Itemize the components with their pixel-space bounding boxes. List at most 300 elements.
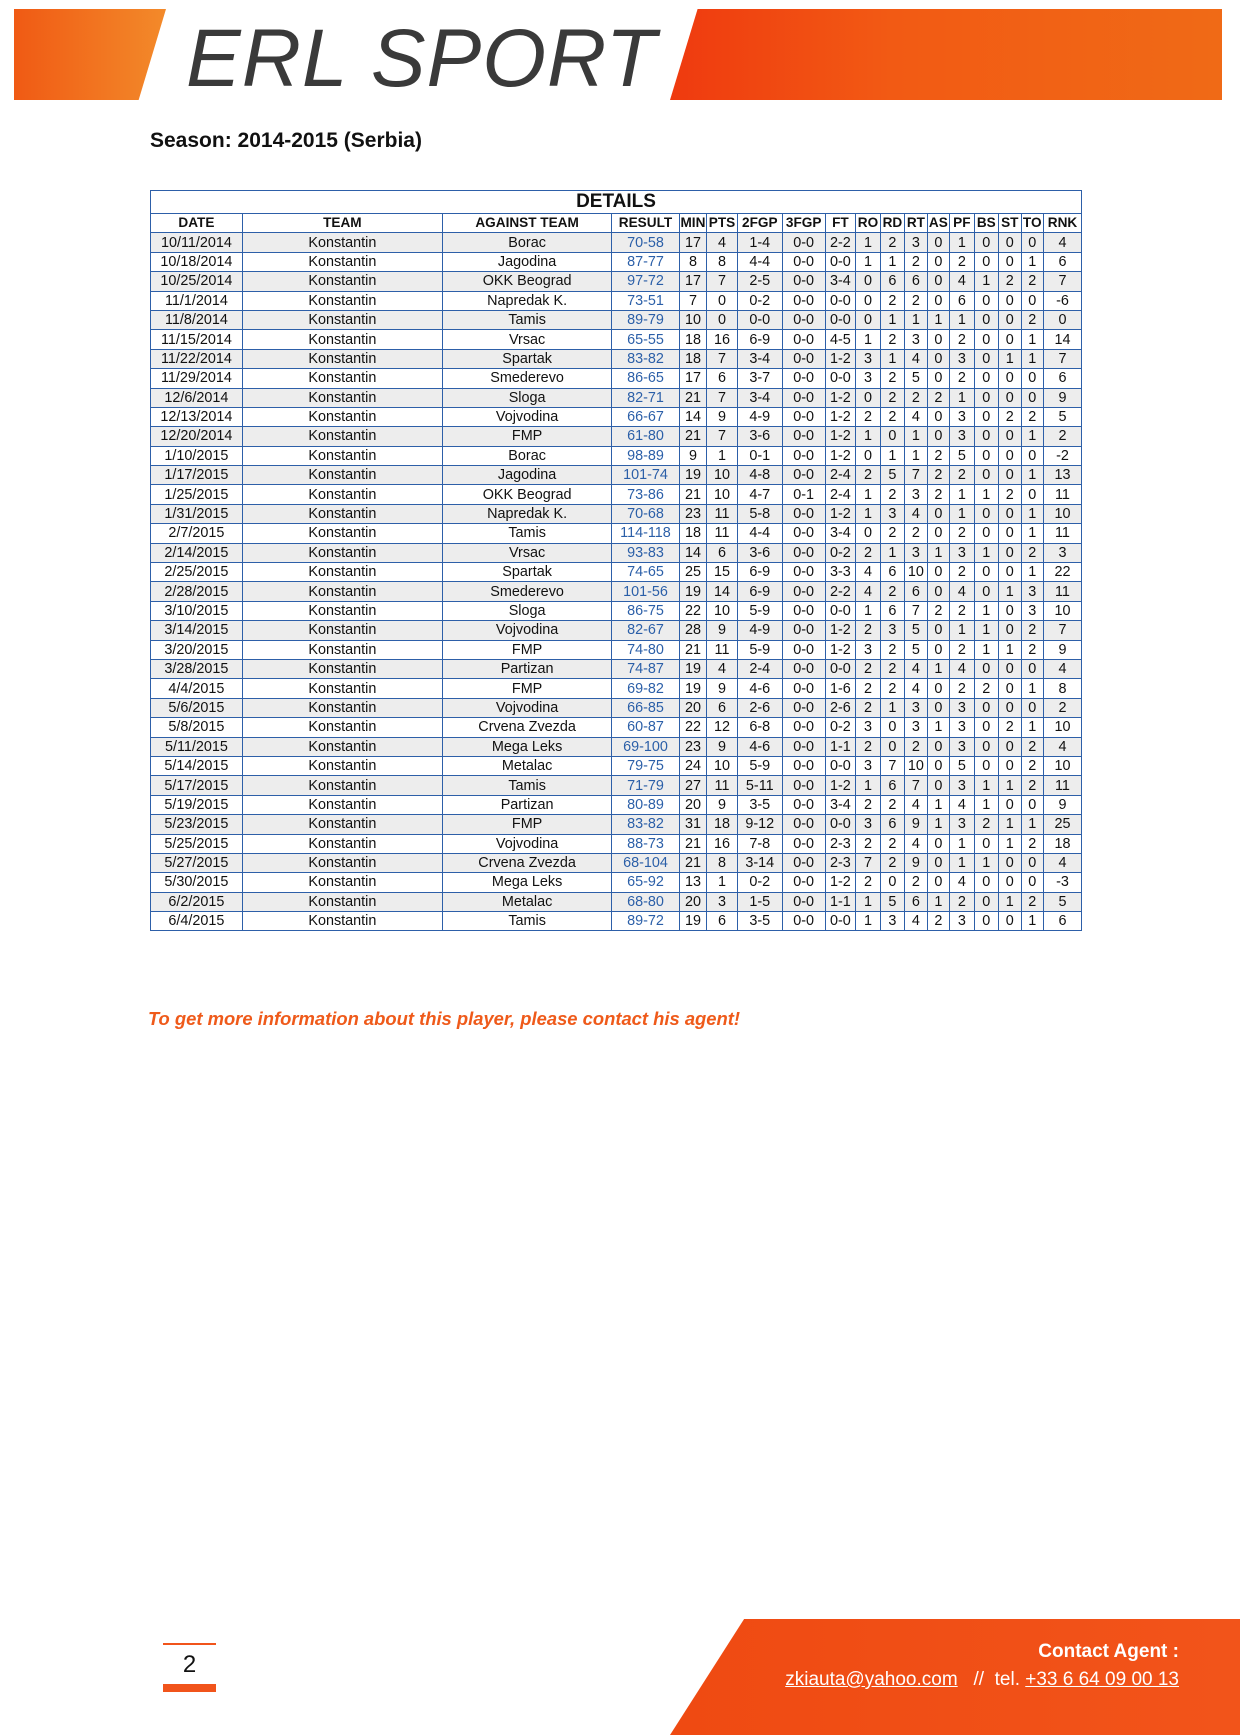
table-cell: 7 — [1043, 272, 1081, 291]
table-cell: 6-9 — [737, 330, 782, 349]
table-cell: 2 — [856, 795, 880, 814]
table-cell: 1-2 — [825, 640, 856, 659]
table-cell: 4 — [905, 504, 927, 523]
table-cell: Napredak K. — [442, 291, 611, 310]
table-cell: 0 — [974, 718, 998, 737]
table-cell: 0 — [856, 388, 880, 407]
table-cell: 0 — [999, 504, 1021, 523]
table-cell: 1 — [1021, 330, 1043, 349]
table-cell: 2 — [999, 272, 1021, 291]
table-cell: 1 — [927, 718, 949, 737]
table-cell: 2 — [905, 873, 927, 892]
table-cell: 7 — [880, 756, 904, 775]
table-cell: 18 — [679, 349, 707, 368]
table-cell: 0 — [927, 776, 949, 795]
table-cell: 66-67 — [612, 407, 679, 426]
table-cell: 7 — [1043, 349, 1081, 368]
table-cell: Konstantin — [242, 640, 442, 659]
table-cell: 2 — [1021, 834, 1043, 853]
table-cell: 18 — [679, 330, 707, 349]
table-cell: 9 — [679, 446, 707, 465]
table-cell: 4 — [905, 912, 927, 931]
table-cell: 2 — [856, 659, 880, 678]
table-cell: 7 — [707, 272, 738, 291]
table-cell: 6 — [905, 892, 927, 911]
table-cell: 2 — [856, 621, 880, 640]
table-row — [151, 834, 1082, 853]
table-cell: 0 — [999, 330, 1021, 349]
table-cell: 5 — [905, 621, 927, 640]
table-cell: 2 — [856, 407, 880, 426]
table-cell: 4 — [1043, 659, 1081, 678]
table-cell: 0-0 — [782, 756, 825, 775]
table-cell: 5 — [1043, 892, 1081, 911]
table-cell: 1 — [1021, 427, 1043, 446]
table-cell: 2 — [880, 659, 904, 678]
table-cell: 2 — [1021, 310, 1043, 329]
table-cell: 0 — [999, 756, 1021, 775]
table-cell: 2 — [856, 873, 880, 892]
table-cell: 8 — [707, 853, 738, 872]
table-cell: 3 — [950, 698, 974, 717]
table-cell: 4 — [950, 659, 974, 678]
table-cell: 20 — [679, 698, 707, 717]
table-cell: Jagodina — [442, 466, 611, 485]
table-cell: 0 — [974, 756, 998, 775]
table-cell: Konstantin — [242, 621, 442, 640]
table-cell: 10 — [707, 756, 738, 775]
table-cell: 0-0 — [782, 640, 825, 659]
table-row — [151, 582, 1082, 601]
column-header: 3FGP — [782, 214, 825, 233]
table-cell: 1 — [999, 582, 1021, 601]
table-cell: 1 — [707, 873, 738, 892]
table-cell: 5-11 — [737, 776, 782, 795]
table-cell: 0-0 — [782, 388, 825, 407]
column-header: RD — [880, 214, 904, 233]
table-cell: 2 — [1021, 272, 1043, 291]
table-cell: 10 — [1043, 601, 1081, 620]
table-cell: 3 — [950, 718, 974, 737]
table-cell: 2 — [1021, 543, 1043, 562]
table-cell: 0 — [999, 233, 1021, 252]
table-cell: 0-0 — [825, 659, 856, 678]
table-cell: Smederevo — [442, 369, 611, 388]
table-cell: 1 — [974, 272, 998, 291]
table-row — [151, 369, 1082, 388]
table-cell: 1 — [974, 795, 998, 814]
table-cell: 7 — [905, 466, 927, 485]
table-cell: 1 — [927, 795, 949, 814]
table-cell: 9 — [707, 737, 738, 756]
table-cell: 89-79 — [612, 310, 679, 329]
table-cell: 9-12 — [737, 815, 782, 834]
table-cell: 3 — [905, 485, 927, 504]
table-row — [151, 504, 1082, 523]
table-row — [151, 330, 1082, 349]
table-cell: 4 — [707, 659, 738, 678]
table-cell: 1 — [856, 252, 880, 271]
table-cell: 1 — [927, 543, 949, 562]
table-cell: 0 — [974, 873, 998, 892]
column-header: AGAINST TEAM — [442, 214, 611, 233]
table-cell: 2 — [950, 369, 974, 388]
table-cell: 82-71 — [612, 388, 679, 407]
table-cell: 21 — [679, 388, 707, 407]
table-cell: 0 — [974, 446, 998, 465]
table-title: DETAILS — [151, 191, 1082, 214]
table-row — [151, 291, 1082, 310]
table-cell: 3-7 — [737, 369, 782, 388]
table-cell: 4 — [905, 795, 927, 814]
table-cell: 2 — [880, 407, 904, 426]
table-cell: 1 — [950, 834, 974, 853]
table-cell: 3 — [950, 776, 974, 795]
table-cell: 4-7 — [737, 485, 782, 504]
table-row — [151, 563, 1082, 582]
table-cell: 5/27/2015 — [151, 853, 243, 872]
table-cell: 0-2 — [737, 873, 782, 892]
table-cell: 5/30/2015 — [151, 873, 243, 892]
table-cell: 6 — [950, 291, 974, 310]
table-cell: Konstantin — [242, 407, 442, 426]
table-cell: 2 — [880, 795, 904, 814]
table-cell: 5 — [950, 756, 974, 775]
table-cell: 3/28/2015 — [151, 659, 243, 678]
table-cell: 6/2/2015 — [151, 892, 243, 911]
table-cell: 2-4 — [825, 466, 856, 485]
table-cell: 2 — [1021, 756, 1043, 775]
table-cell: Konstantin — [242, 834, 442, 853]
table-cell: 0 — [927, 834, 949, 853]
table-cell: 2 — [1021, 737, 1043, 756]
table-cell: Konstantin — [242, 892, 442, 911]
table-cell: 1 — [880, 310, 904, 329]
table-cell: 2 — [974, 679, 998, 698]
table-cell: 3-6 — [737, 427, 782, 446]
table-cell: Konstantin — [242, 427, 442, 446]
table-cell: 0 — [927, 873, 949, 892]
table-cell: Vojvodina — [442, 698, 611, 717]
table-cell: 0 — [974, 369, 998, 388]
table-cell: 4 — [1043, 233, 1081, 252]
table-cell: 73-86 — [612, 485, 679, 504]
table-cell: 1-2 — [825, 776, 856, 795]
table-cell: 71-79 — [612, 776, 679, 795]
table-cell: 1 — [1021, 563, 1043, 582]
column-header: RO — [856, 214, 880, 233]
table-cell: 17 — [679, 369, 707, 388]
table-cell: 2 — [950, 679, 974, 698]
table-cell: 0 — [974, 291, 998, 310]
page-number-bottom-rule — [163, 1684, 216, 1692]
column-header: BS — [974, 214, 998, 233]
table-cell: 4 — [950, 873, 974, 892]
table-cell: 11 — [1043, 582, 1081, 601]
table-cell: 0 — [856, 272, 880, 291]
table-cell: 3-5 — [737, 795, 782, 814]
table-cell: 0 — [880, 427, 904, 446]
table-cell: Konstantin — [242, 718, 442, 737]
table-cell: Konstantin — [242, 756, 442, 775]
table-cell: 6-9 — [737, 582, 782, 601]
table-cell: 5/11/2015 — [151, 737, 243, 756]
table-cell: 1 — [856, 601, 880, 620]
table-cell: 14 — [1043, 330, 1081, 349]
table-cell: 6 — [880, 272, 904, 291]
table-cell: Konstantin — [242, 873, 442, 892]
table-cell: 5-9 — [737, 640, 782, 659]
table-cell: 4-4 — [737, 252, 782, 271]
table-cell: 1/10/2015 — [151, 446, 243, 465]
table-cell: Konstantin — [242, 853, 442, 872]
table-cell: 25 — [1043, 815, 1081, 834]
table-cell: 0-2 — [737, 291, 782, 310]
table-cell: 25 — [679, 563, 707, 582]
table-cell: 2 — [950, 601, 974, 620]
table-cell: 1 — [927, 815, 949, 834]
table-cell: 0 — [707, 291, 738, 310]
table-cell: 10 — [679, 310, 707, 329]
page-number: 2 — [182, 1651, 197, 1678]
table-cell: 1-2 — [825, 407, 856, 426]
table-cell: 9 — [1043, 388, 1081, 407]
table-cell: 0 — [999, 795, 1021, 814]
table-cell: 1 — [950, 853, 974, 872]
column-header: RNK — [1043, 214, 1081, 233]
table-cell: 11 — [1043, 524, 1081, 543]
table-cell: 0-0 — [825, 912, 856, 931]
table-cell: 80-89 — [612, 795, 679, 814]
table-cell: 3 — [950, 349, 974, 368]
table-cell: 1 — [905, 446, 927, 465]
table-cell: 10/25/2014 — [151, 272, 243, 291]
table-cell: 2 — [880, 291, 904, 310]
table-cell: Borac — [442, 233, 611, 252]
table-cell: 2 — [905, 737, 927, 756]
table-cell: 2-3 — [825, 853, 856, 872]
table-cell: 3 — [856, 369, 880, 388]
table-cell: 0-0 — [825, 252, 856, 271]
table-cell: 4-9 — [737, 407, 782, 426]
table-cell: 14 — [679, 407, 707, 426]
table-cell: Spartak — [442, 563, 611, 582]
table-cell: 1 — [974, 853, 998, 872]
table-row — [151, 272, 1082, 291]
table-cell: 73-51 — [612, 291, 679, 310]
table-cell: 0-0 — [782, 233, 825, 252]
table-cell: 0-0 — [782, 834, 825, 853]
table-cell: 6 — [880, 776, 904, 795]
table-cell: 3 — [880, 912, 904, 931]
table-cell: Konstantin — [242, 233, 442, 252]
table-row — [151, 252, 1082, 271]
table-cell: 0 — [1021, 369, 1043, 388]
table-cell: 2-2 — [825, 582, 856, 601]
table-cell: 2-3 — [825, 834, 856, 853]
table-cell: 70-58 — [612, 233, 679, 252]
table-cell: 11/15/2014 — [151, 330, 243, 349]
table-cell: 6 — [1043, 912, 1081, 931]
table-cell: 31 — [679, 815, 707, 834]
table-cell: 0 — [999, 621, 1021, 640]
table-cell: 10 — [1043, 504, 1081, 523]
table-cell: 0 — [880, 737, 904, 756]
table-cell: 2 — [927, 466, 949, 485]
column-header: TEAM — [242, 214, 442, 233]
table-cell: 0 — [927, 524, 949, 543]
table-cell: 2-5 — [737, 272, 782, 291]
table-cell: 0 — [974, 349, 998, 368]
table-cell: 3 — [856, 718, 880, 737]
table-cell: 79-75 — [612, 756, 679, 775]
table-cell: 0 — [856, 291, 880, 310]
table-header-row — [151, 214, 1082, 233]
table-cell: 7 — [905, 601, 927, 620]
table-cell: 0 — [1021, 291, 1043, 310]
table-cell: 1 — [927, 659, 949, 678]
column-header: TO — [1021, 214, 1043, 233]
table-cell: 0 — [927, 756, 949, 775]
table-cell: 1 — [974, 543, 998, 562]
table-cell: 1 — [999, 815, 1021, 834]
table-cell: 12/6/2014 — [151, 388, 243, 407]
table-cell: 0-0 — [825, 601, 856, 620]
table-cell: 0-0 — [782, 892, 825, 911]
table-cell: FMP — [442, 679, 611, 698]
column-header: PTS — [707, 214, 738, 233]
table-cell: 3 — [880, 504, 904, 523]
table-cell: 4 — [905, 349, 927, 368]
table-cell: 0 — [999, 698, 1021, 717]
table-cell: 6 — [707, 369, 738, 388]
table-cell: 1 — [974, 601, 998, 620]
table-cell: 2 — [880, 640, 904, 659]
table-cell: 3 — [950, 737, 974, 756]
table-cell: 13 — [1043, 466, 1081, 485]
table-cell: 3 — [707, 892, 738, 911]
table-cell: 10 — [707, 485, 738, 504]
table-cell: 0-0 — [782, 407, 825, 426]
header-right-stripe — [670, 9, 1222, 100]
table-cell: 3 — [856, 815, 880, 834]
table-cell: 2-4 — [737, 659, 782, 678]
table-cell: 0 — [974, 310, 998, 329]
table-cell: 74-65 — [612, 563, 679, 582]
table-cell: 0 — [974, 912, 998, 931]
table-cell: 2/28/2015 — [151, 582, 243, 601]
table-cell: 0 — [999, 679, 1021, 698]
table-cell: 114-118 — [612, 524, 679, 543]
table-cell: 2 — [1021, 776, 1043, 795]
season-heading: Season: 2014-2015 (Serbia) — [150, 129, 422, 152]
table-cell: Crvena Zvezda — [442, 718, 611, 737]
table-cell: 0-0 — [782, 737, 825, 756]
table-cell: 0-2 — [825, 718, 856, 737]
table-cell: 0-0 — [825, 310, 856, 329]
table-cell: 4 — [905, 407, 927, 426]
table-cell: 28 — [679, 621, 707, 640]
table-cell: 3 — [950, 543, 974, 562]
table-cell: 1-2 — [825, 427, 856, 446]
table-cell: 11/8/2014 — [151, 310, 243, 329]
table-row — [151, 446, 1082, 465]
table-cell: 1 — [950, 388, 974, 407]
table-cell: 0 — [999, 427, 1021, 446]
table-row — [151, 349, 1082, 368]
agent-email-link[interactable]: zkiauta@yahoo.com — [785, 1669, 958, 1690]
table-cell: 1-1 — [825, 737, 856, 756]
table-cell: Jagodina — [442, 252, 611, 271]
table-cell: 21 — [679, 853, 707, 872]
table-cell: FMP — [442, 427, 611, 446]
table-cell: 0-0 — [782, 815, 825, 834]
table-cell: 5/23/2015 — [151, 815, 243, 834]
table-cell: 12 — [707, 718, 738, 737]
table-cell: Konstantin — [242, 466, 442, 485]
table-cell: 0 — [927, 407, 949, 426]
table-cell: 0-0 — [782, 563, 825, 582]
table-cell: 2-6 — [825, 698, 856, 717]
table-cell: 21 — [679, 834, 707, 853]
brand-logo: ERL SPORT — [186, 13, 657, 104]
table-cell: 18 — [1043, 834, 1081, 853]
table-cell: 1 — [880, 446, 904, 465]
table-row — [151, 233, 1082, 252]
table-cell: Konstantin — [242, 369, 442, 388]
table-cell: 1-1 — [825, 892, 856, 911]
table-cell: 1-2 — [825, 873, 856, 892]
column-header: MIN — [679, 214, 707, 233]
table-cell: 0 — [999, 873, 1021, 892]
table-cell: Konstantin — [242, 291, 442, 310]
table-cell: 9 — [905, 815, 927, 834]
header-left-stripe — [14, 9, 166, 100]
table-cell: Tamis — [442, 912, 611, 931]
table-cell: 6 — [707, 543, 738, 562]
table-row — [151, 466, 1082, 485]
table-row — [151, 659, 1082, 678]
table-cell: 0-0 — [782, 369, 825, 388]
table-cell: 1 — [856, 427, 880, 446]
table-cell: 83-82 — [612, 815, 679, 834]
table-cell: 2 — [880, 233, 904, 252]
table-cell: 0-0 — [825, 756, 856, 775]
table-cell: 6 — [880, 563, 904, 582]
table-cell: 2 — [999, 485, 1021, 504]
table-cell: 19 — [679, 912, 707, 931]
table-cell: 0-0 — [782, 504, 825, 523]
table-cell: 2 — [905, 291, 927, 310]
table-cell: 2 — [1021, 407, 1043, 426]
table-cell: 10 — [905, 563, 927, 582]
table-cell: 0 — [1021, 446, 1043, 465]
table-cell: 0 — [927, 330, 949, 349]
table-cell: 4 — [707, 233, 738, 252]
table-cell: 22 — [679, 718, 707, 737]
table-cell: 1 — [974, 640, 998, 659]
table-cell: 0 — [974, 504, 998, 523]
table-row — [151, 873, 1082, 892]
table-cell: 2 — [880, 679, 904, 698]
table-cell: 65-55 — [612, 330, 679, 349]
table-cell: 4 — [905, 679, 927, 698]
table-cell: 10 — [905, 756, 927, 775]
agent-phone-link[interactable]: +33 6 64 09 00 13 — [1025, 1669, 1179, 1690]
column-header: RESULT — [612, 214, 679, 233]
table-cell: 5/17/2015 — [151, 776, 243, 795]
table-cell: Konstantin — [242, 330, 442, 349]
